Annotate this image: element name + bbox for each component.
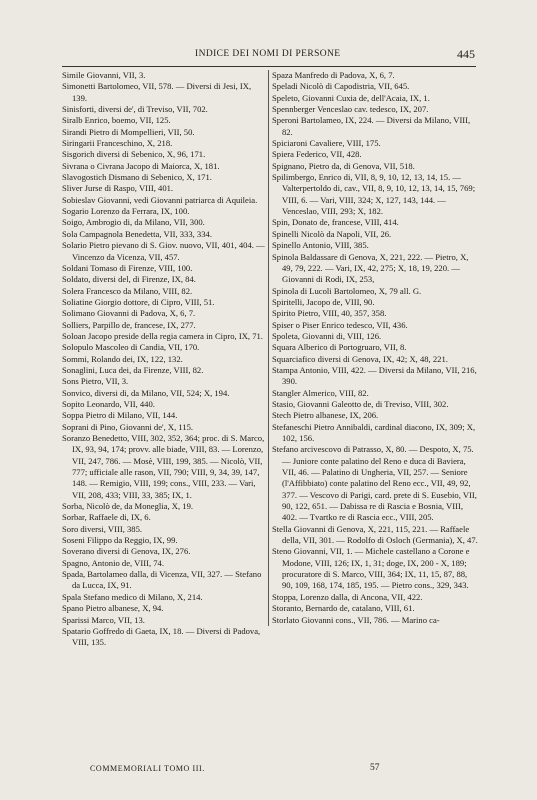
index-entry: Sirandi Pietro di Mompellieri, VII, 50. [62,126,195,137]
index-entry: Steno Giovanni, VII, 1. — Michele castellano a Corone e Modone, VIII, 126; IX, 1, 31; doge, IX, 200 - X, 189; procuratore di S. Marco, VIII, 364; IX, 11, 15, 87, 88, 90, 109, 168, 174, 185, 195. — Pietro cons., 329, 343. [272,546,470,591]
index-entry: Soigo, Ambrogio di, da Milano, VII, 300. [62,217,205,228]
index-entry: Soppa Pietro di Milano, VII, 144. [62,410,178,421]
index-entry: Sliver Jurse di Raspo, VIII, 401. [62,183,174,194]
page-header [0,48,537,64]
index-entry: Soverano diversi di Genova, IX, 276. [62,546,191,557]
index-entry: Sons Pietro, VII, 3. [62,376,129,387]
index-entry: Sogario Lorenzo da Ferrara, IX, 100. [62,206,190,217]
index-entry: Sparissi Marco, VII, 13. [62,614,145,625]
index-column-left [62,70,267,649]
index-entry: Spirito Pietro, VIII, 40, 357, 358. [272,308,387,319]
index-entry: Solera Francesco da Milano, VIII, 82. [62,285,193,296]
index-entry: Spoleta, Giovanni di, VIII, 126. [272,330,382,341]
index-entry: Siralb Enrico, boemo, VII, 125. [62,115,171,126]
index-entry: Stefano arcivescovo di Patrasso, X, 80. — Despoto, X, 75. — Juniore conte palatino del Reno e duca di Baviera, VII, 46. — Palatino di Ungheria, VII, 257. — Seniore (l'Affibbiato) conte palatino del Reno ecc., VII, 49, 92, 377. — Vescovo di Parigi, card. prete di S. Eusebio, VII, 90, 122, 651. — Dabissa re di Rascia e Bosnia, VIII, 402. — Tvartko re di Rascia ecc., VIII, 205. [272,444,477,523]
index-entry: Spatario Goffredo di Gaeta, IX, 18. — Diversi di Padova, VIII, 135. [62,625,261,648]
index-entry: Stella Giovanni di Genova, X, 221, 115, 221. — Raffaele della, VII, 301. — Rodolfo di Osloch (Germania), X, 47. [272,523,478,546]
index-entry: Sisgorich diversi di Sebenico, X, 96, 171. [62,149,206,160]
index-entry: Sommi, Rolando dei, IX, 122, 132. [62,353,183,364]
index-entry: Spignano, Pietro da, di Genova, VII, 518. [272,160,415,171]
index-entry: Squarciafico diversi di Genova, IX, 42; X, 48, 221. [272,353,448,364]
index-entry: Spin, Donato de, francese, VIII, 414. [272,217,399,228]
index-entry: Spagno, Antonio de, VIII, 74. [62,557,165,568]
index-entry: Siringarii Franceschino, X, 218. [62,138,173,149]
signature-number: 57 [370,763,380,773]
index-entry: Speroni Bartolameo, IX, 224. — Diversi da Milano, VIII, 82. [272,115,471,137]
index-entry: Soliatine Giorgio dottore, di Cipro, VIII, 51. [62,296,215,307]
index-entry: Spiera Federico, VII, 428. [272,149,362,160]
index-entry: Sola Campagnola Benedetta, VII, 333, 334. [62,228,212,239]
index-entry: Sinisforti, diversi de', di Treviso, VII, 702. [62,104,208,115]
index-entry: Speleto, Giovanni Cuxia de, dell'Acaia, IX, 1. [272,92,430,103]
index-entry: Soseni Filippo da Reggio, IX, 99. [62,535,178,546]
index-entry: Spada, Bartolameo dalla, di Vicenza, VII, 327. — Stefano da Lucca, IX, 91. [62,569,262,591]
index-entry: Sopito Leonardo, VII, 440. [62,398,155,409]
signature-line: COMMEMORIALI TOMO III. [90,764,205,773]
index-entry: Spinelli Nicolò da Napoli, VII, 26. [272,228,392,239]
index-entry: Soldato, diversi del, di Firenze, IX, 84. [62,274,196,285]
index-entry: Spiser o Piser Enrico tedesco, VII, 436. [272,319,408,330]
index-entry: Stefaneschi Pietro Annibaldi, cardinal diacono, IX, 309; X, 102, 156. [272,421,476,443]
header-rule [62,66,476,67]
index-entry: Spinola di Lucoli Bartolomeo, X, 79 all. G. [272,285,422,296]
index-entry: Speladi Nicolò di Capodistria, VII, 645. [272,81,410,92]
index-entry: Sonaglini, Luca dei, da Firenze, VIII, 82. [62,364,204,375]
index-entry: Sorba, Nicolò de, da Moneglia, X, 19. [62,501,194,512]
page-number: 445 [457,47,475,61]
index-entry: Soranzo Benedetto, VIII, 302, 352, 364; proc. di S. Marco, IX, 93, 94, 174; provv. alle biade, VIII, 83. — Lorenzo, VII, 247, 786. — Mosè, VIII, 199, 385. — Nicolò, VII, 777; ufficiale alle rason, VII, 790; VIII, 9, 34, 39, 147, 148. — Remigio, VIII, 199; cons., VIII, 233. — Vari, VII, 208, 433; VIII, 33, 385; IX, 1. [62,433,265,500]
index-entry: Soprani di Pino, Giovanni de', X, 115. [62,421,194,432]
index-entry: Storanto, Bernardo de, catalano, VIII, 61. [272,603,415,614]
index-entry: Spinello Antonio, VIII, 385. [272,240,369,251]
index-entry: Stoppa, Lorenzo dalla, di Ancona, VII, 422. [272,591,423,602]
index-entry: Sivrana o Civrana Jacopo di Maiorca, X, 181. [62,160,220,171]
index-entry: Sonvico, diversi di, da Milano, VII, 524; X, 194. [62,387,230,398]
index-entry: Solliers, Parpillo de, francese, IX, 277. [62,319,196,330]
index-entry: Soldani Tomaso di Firenze, VIII, 100. [62,262,193,273]
index-entry: Sorbar, Raffaele di, IX, 6. [62,512,151,523]
index-entry: Stasio, Giovanni Galeotto de, di Treviso, VIII, 302. [272,398,449,409]
index-entry: Spennberger Venceslao cav. tedesco, IX, 207. [272,104,429,115]
index-entry: Sobieslav Giovanni, vedi Giovanni patriarca di Aquileia. [62,194,258,205]
index-entry: Slavogostich Dismano di Sebenico, X, 171. [62,172,212,183]
index-entry: Spaza Manfredo di Padova, X, 6, 7. [272,70,395,80]
index-entry: Stech Pietro albanese, IX, 206. [272,410,379,421]
index-entry: Spilimbergo, Enrico di, VII, 8, 9, 10, 12, 13, 14, 15. — Valterpertoldo di, cav., VII, 8, 9, 10, 12, 13, 14, 15, 769; VIII, 6. — Vari, VIII, 324; X, 127, 143, 144. — Venceslao, VIII, 293; X, 182. [272,172,476,217]
index-entry: Soro diversi, VIII, 385. [62,523,143,534]
index-entry: Spiciaroni Cavaliere, VIII, 175. [272,138,381,149]
index-entry: Stampa Antonio, VIII, 422. — Diversi da Milano, VII, 216, 390. [272,364,477,387]
index-entry: Soloan Jacopo preside della regia camera in Cipro, IX, 71. [62,330,263,341]
index-entry: Solopulo Mascoleo di Candia, VII, 170. [62,342,200,353]
index-entry: Spiritelli, Jacopo de, VIII, 90. [272,296,375,307]
index-entry: Solimano Giovanni di Padova, X, 6, 7. [62,308,196,319]
index-entry: Solario Pietro pievano di S. Giov. nuovo, VII, 401, 404. — Vincenzo da Vicenza, VII, 457. [62,240,265,262]
index-entry: Stangler Almerico, VIII, 82. [272,387,369,398]
index-entry: Storlato Giovanni cons., VII, 786. — Marino ca- [272,614,440,625]
index-column-right [268,70,479,626]
index-entry: Simile Giovanni, VII, 3. [62,70,146,80]
running-title: INDICE DEI NOMI DI PERSONE [195,49,341,59]
index-entry: Squara Alberico di Portogruaro, VII, 8. [272,342,407,353]
index-entry: Spala Stefano medico di Milano, X, 214. [62,591,203,602]
page-footer [0,764,537,778]
index-entry: Simonetti Bartolomeo, VII, 578. — Diversi di Jesi, IX, 139. [62,81,252,103]
index-entry: Spinola Baldassare di Genova, X, 221, 222. — Pietro, X, 49, 79, 222. — Vari, IX, 42, 275; X, 18, 19, 220. — Giovanni di Rodi, IX, 253, [272,251,469,285]
index-entry: Spano Pietro albanese, X, 94. [62,603,164,614]
